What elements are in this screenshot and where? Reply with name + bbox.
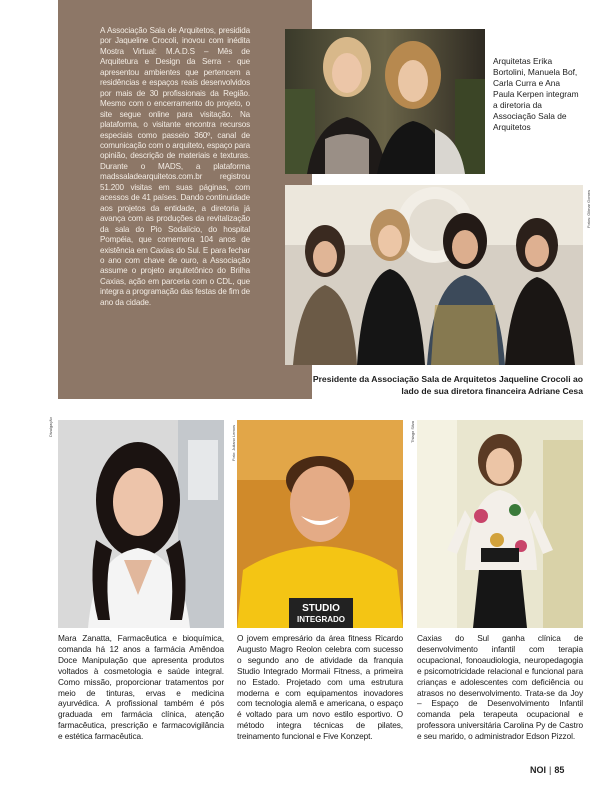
magazine-name: NOI [530,765,547,775]
ricardo-reolon-photo [237,420,403,628]
ricardo-article-text: O jovem empresário da área fitness Ricardo Augusto Magro Reolon celebra com sucesso o segundo ano de atividade da franquia Studio Integrado Mormaii Fitness, a primeira no Estado. Projetado com uma estrutura moderna e com equipamentos inovadores com tecnologia alemã e americana, o espaço é voltado para um novo estilo esportivo. O método integra técnicas de pilates, treinamento funcional e Five Konzept. [237,633,403,742]
mara-article-text: Mara Zanatta, Farmacêutica e bioquímica, comanda há 12 anos a farmácia Amêndoa Doce Manipulação que apresenta produtos voltados à cosmetologia e saúde integral. Como missão, proporcionar tratamentos por meio de tinturas, ervas e medicina ayurvédica. A profissional também é pós graduada em farmácia clínica, atenção farmacêutica, prescrição e farmacovigilância e estética farmacêutica. [58,633,224,742]
group-photo-credit: Fotos: Gilmar Gomes [586,189,591,228]
joy-article-text: Caxias do Sul ganha clínica de desenvolvimento infantil com terapia ocupacional, fonoaudiologia, neuropedagogia e psicomotricidade relacional e funcional para crianças e adolescentes com deficiência ou atrasos no desenvolvimento. Trata-se da Joy – Espaço de Desenvolvimento Infantil comanda pela terapeuta ocupacional e professora universitária Carolina Py de Castro e seu marido, o administrador Edson Pizzol. [417,633,583,742]
architects-photo [285,29,485,174]
page-number: 85 [554,765,565,775]
page-footer [530,765,564,775]
group-photo [285,185,583,365]
studio-sign-text-2: INTEGRADO [297,615,345,624]
group-caption: Presidente da Associação Sala de Arquitetos Jaqueline Crocoli ao lado de sua diretora financeira Adriane Cesa [312,374,583,396]
joy-clinic-photo [417,420,583,628]
footer-separator: | [549,765,552,775]
studio-sign-text: STUDIO [302,603,340,614]
intro-article-text: A Associação Sala de Arquitetos, presidida por Jaqueline Crocoli, inovou com inédita Mostra Virtual: M.A.D.S – Mês de Arquitetura e Design da Serra - que apresentou ambientes que pertencem a residências e espaços reais desenvolvidos por mais de 30 profissionais da Região. Mesmo com o encerramento do projeto, o site segue online para visitação. Na plataforma, o visitante encontra recursos especiais como passeio 360º, canal de comunicação com o arquiteto, espaço para opinião, descrição de materiais e texturas. Durante o MADS, a plataforma madssaladearquitetos.com.br registrou 51.200 visitas em suas páginas, com acessos de 41 países. Dando continuidade aos projetos da entidade, a diretoria já avança com as produções da revitalização da sala do Pio Sodalício, do hospital Pompéia, que comemora 104 anos de existência em Caxias do Sul. E para fechar o ano com chave de ouro, a Associação assume o projeto arquitetônico do Brilha Caxias, ação em parceria com o CDL, que integra a programação das festas de fim de ano da cidade. [100,26,250,307]
architects-caption: Arquitetas Erika Bortolini, Manuela Bof, Carla Curra e Ana Paula Kerpen integram a diretoria da Associação Sala de Arquitetos [493,56,579,132]
mara-photo-credit: Divulgação [48,417,53,437]
ricardo-photo-credit: Foto: Juliano Lemos [231,424,236,461]
mara-zanatta-photo [58,420,224,628]
joy-photo-credit: Thiago Silva [410,420,415,443]
